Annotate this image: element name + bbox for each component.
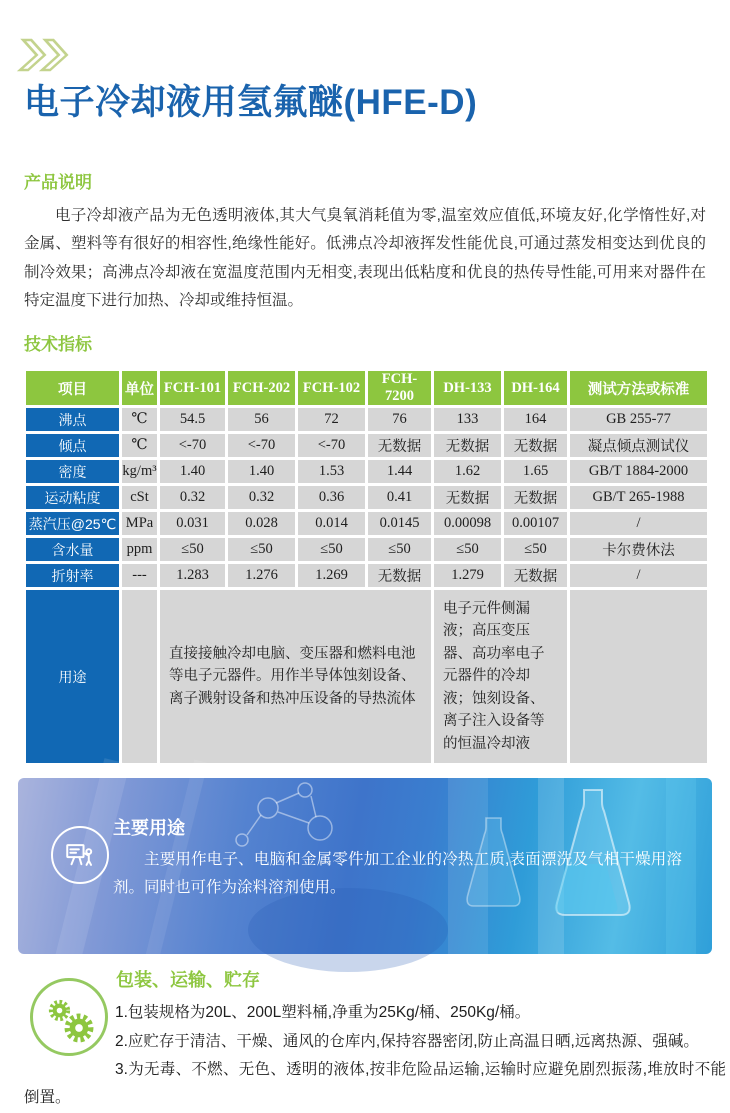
product-datasheet	[0, 33, 730, 1107]
method-cell: GB/T 1884-2000	[569, 459, 709, 485]
column-header: FCH-102	[297, 370, 367, 407]
packaging-item: 3.为无毒、不燃、无色、透明的液体,按非危险品运输,运输时应避免剧烈振荡,堆放时不能倒置。	[24, 1061, 726, 1107]
value-cell: <-70	[227, 433, 297, 459]
unit-cell	[121, 589, 159, 765]
spec-table-body	[25, 407, 709, 765]
unit-cell: kg/m³	[121, 459, 159, 485]
packaging-item: 2.应贮存于清洁、干燥、通风的仓库内,保持容器密闭,防止高温日晒,远离热源、强碱。	[115, 1032, 699, 1050]
main-uses-heading: 主要用途	[113, 818, 185, 839]
value-cell: 76	[367, 407, 433, 433]
spec-table-row	[25, 485, 709, 511]
value-cell: 0.36	[297, 485, 367, 511]
value-cell: 无数据	[367, 563, 433, 589]
row-item-label: 运动粘度	[25, 485, 121, 511]
value-cell: 1.53	[297, 459, 367, 485]
row-item-label: 含水量	[25, 537, 121, 563]
main-uses-banner	[18, 778, 712, 954]
method-cell: GB 255-77	[569, 407, 709, 433]
tech-specs-heading: 技术指标	[24, 335, 92, 354]
value-cell: ≤50	[297, 537, 367, 563]
value-cell: 0.014	[297, 511, 367, 537]
spec-table-row	[25, 563, 709, 589]
value-cell: 1.283	[159, 563, 227, 589]
presentation-icon	[51, 826, 109, 884]
value-cell: 0.00107	[503, 511, 569, 537]
product-description-heading: 产品说明	[24, 173, 92, 193]
value-cell: 无数据	[503, 563, 569, 589]
spec-table-row	[25, 459, 709, 485]
method-cell: 卡尔费休法	[569, 537, 709, 563]
column-header: FCH-7200	[367, 370, 433, 407]
value-cell: 无数据	[433, 433, 503, 459]
spec-table-row	[25, 511, 709, 537]
row-item-label: 沸点	[25, 407, 121, 433]
value-cell: 1.62	[433, 459, 503, 485]
usage-fch-cell: 直接接触冷却电脑、变压器和燃料电池等电子元器件。用作半导体蚀刻设备、离子溅射设备和热冲压设备的导热流体	[159, 589, 433, 765]
product-description-text: 电子冷却液产品为无色透明液体,其大气臭氧消耗值为零,温室效应值低,环境友好,化学惰性好,对金属、塑料等有很好的相容性,绝缘性能好。低沸点冷却液挥发性能优良,可通过蒸发相变达到优良的制冷效果；高沸点冷却液在宽温度范围内无相变,表现出低粘度和优良的热传导性能,可用来对器件在特定温度下进行加热、冷却或维持恒温。	[24, 207, 706, 309]
spec-table-row	[25, 537, 709, 563]
value-cell: 无数据	[433, 485, 503, 511]
value-cell: ≤50	[227, 537, 297, 563]
value-cell: 72	[297, 407, 367, 433]
value-cell: 0.00098	[433, 511, 503, 537]
value-cell: <-70	[297, 433, 367, 459]
usage-dh-cell: 电子元件侧漏液；高压变压器、高功率电子元器件的冷却液；蚀刻设备、离子注入设备等的恒温冷却液	[433, 589, 569, 765]
value-cell: 1.276	[227, 563, 297, 589]
value-cell: 无数据	[367, 433, 433, 459]
value-cell: 0.32	[159, 485, 227, 511]
value-cell: 无数据	[503, 485, 569, 511]
unit-cell: MPa	[121, 511, 159, 537]
value-cell: 0.41	[367, 485, 433, 511]
page-title: 电子冷却液用氢氟醚(HFE-D)	[24, 83, 478, 122]
unit-cell: ℃	[121, 433, 159, 459]
packaging-list	[24, 999, 726, 1112]
value-cell: ≤50	[159, 537, 227, 563]
packaging-heading: 包装、运输、贮存	[116, 970, 260, 991]
value-cell: <-70	[159, 433, 227, 459]
spec-table-usage-row	[25, 589, 709, 765]
column-header: FCH-101	[159, 370, 227, 407]
value-cell: 133	[433, 407, 503, 433]
method-cell: GB/T 265-1988	[569, 485, 709, 511]
spec-table-header-row	[25, 370, 709, 407]
spec-table	[23, 368, 710, 766]
column-header: DH-164	[503, 370, 569, 407]
value-cell: 1.44	[367, 459, 433, 485]
value-cell: ≤50	[367, 537, 433, 563]
value-cell: 54.5	[159, 407, 227, 433]
value-cell: 1.65	[503, 459, 569, 485]
packaging-section	[0, 966, 730, 1112]
spec-table-row	[25, 433, 709, 459]
value-cell: 164	[503, 407, 569, 433]
value-cell: 1.40	[159, 459, 227, 485]
column-header: DH-133	[433, 370, 503, 407]
spec-table-row	[25, 407, 709, 433]
unit-cell: ---	[121, 563, 159, 589]
value-cell: ≤50	[433, 537, 503, 563]
value-cell: ≤50	[503, 537, 569, 563]
row-item-label: 折射率	[25, 563, 121, 589]
packaging-item: 1.包装规格为20L、200L塑料桶,净重为25Kg/桶、250Kg/桶。	[115, 1004, 531, 1022]
value-cell: 0.0145	[367, 511, 433, 537]
value-cell: 0.031	[159, 511, 227, 537]
unit-cell: ℃	[121, 407, 159, 433]
value-cell: 无数据	[503, 433, 569, 459]
gears-icon	[30, 978, 108, 1056]
value-cell: 1.269	[297, 563, 367, 589]
column-header: 项目	[25, 370, 121, 407]
row-item-label: 密度	[25, 459, 121, 485]
value-cell: 1.40	[227, 459, 297, 485]
spec-table-head	[25, 370, 709, 407]
value-cell: 56	[227, 407, 297, 433]
row-item-label: 倾点	[25, 433, 121, 459]
value-cell: 1.279	[433, 563, 503, 589]
row-item-label: 蒸汽压@25℃	[25, 511, 121, 537]
method-cell	[569, 589, 709, 765]
value-cell: 0.028	[227, 511, 297, 537]
method-cell: 凝点倾点测试仪	[569, 433, 709, 459]
method-cell: /	[569, 563, 709, 589]
unit-cell: cSt	[121, 485, 159, 511]
main-uses-text: 主要用作电子、电脑和金属零件加工企业的冷热工质,表面漂洗及气相干燥用溶剂。同时也可作为涂料溶剂使用。	[113, 851, 682, 897]
column-header: 测试方法或标准	[569, 370, 709, 407]
unit-cell: ppm	[121, 537, 159, 563]
main-uses-textblock	[113, 778, 712, 902]
method-cell: /	[569, 511, 709, 537]
column-header: 单位	[121, 370, 159, 407]
row-item-label: 用途	[25, 589, 121, 765]
column-header: FCH-202	[227, 370, 297, 407]
double-chevron-icon	[16, 33, 78, 77]
value-cell: 0.32	[227, 485, 297, 511]
